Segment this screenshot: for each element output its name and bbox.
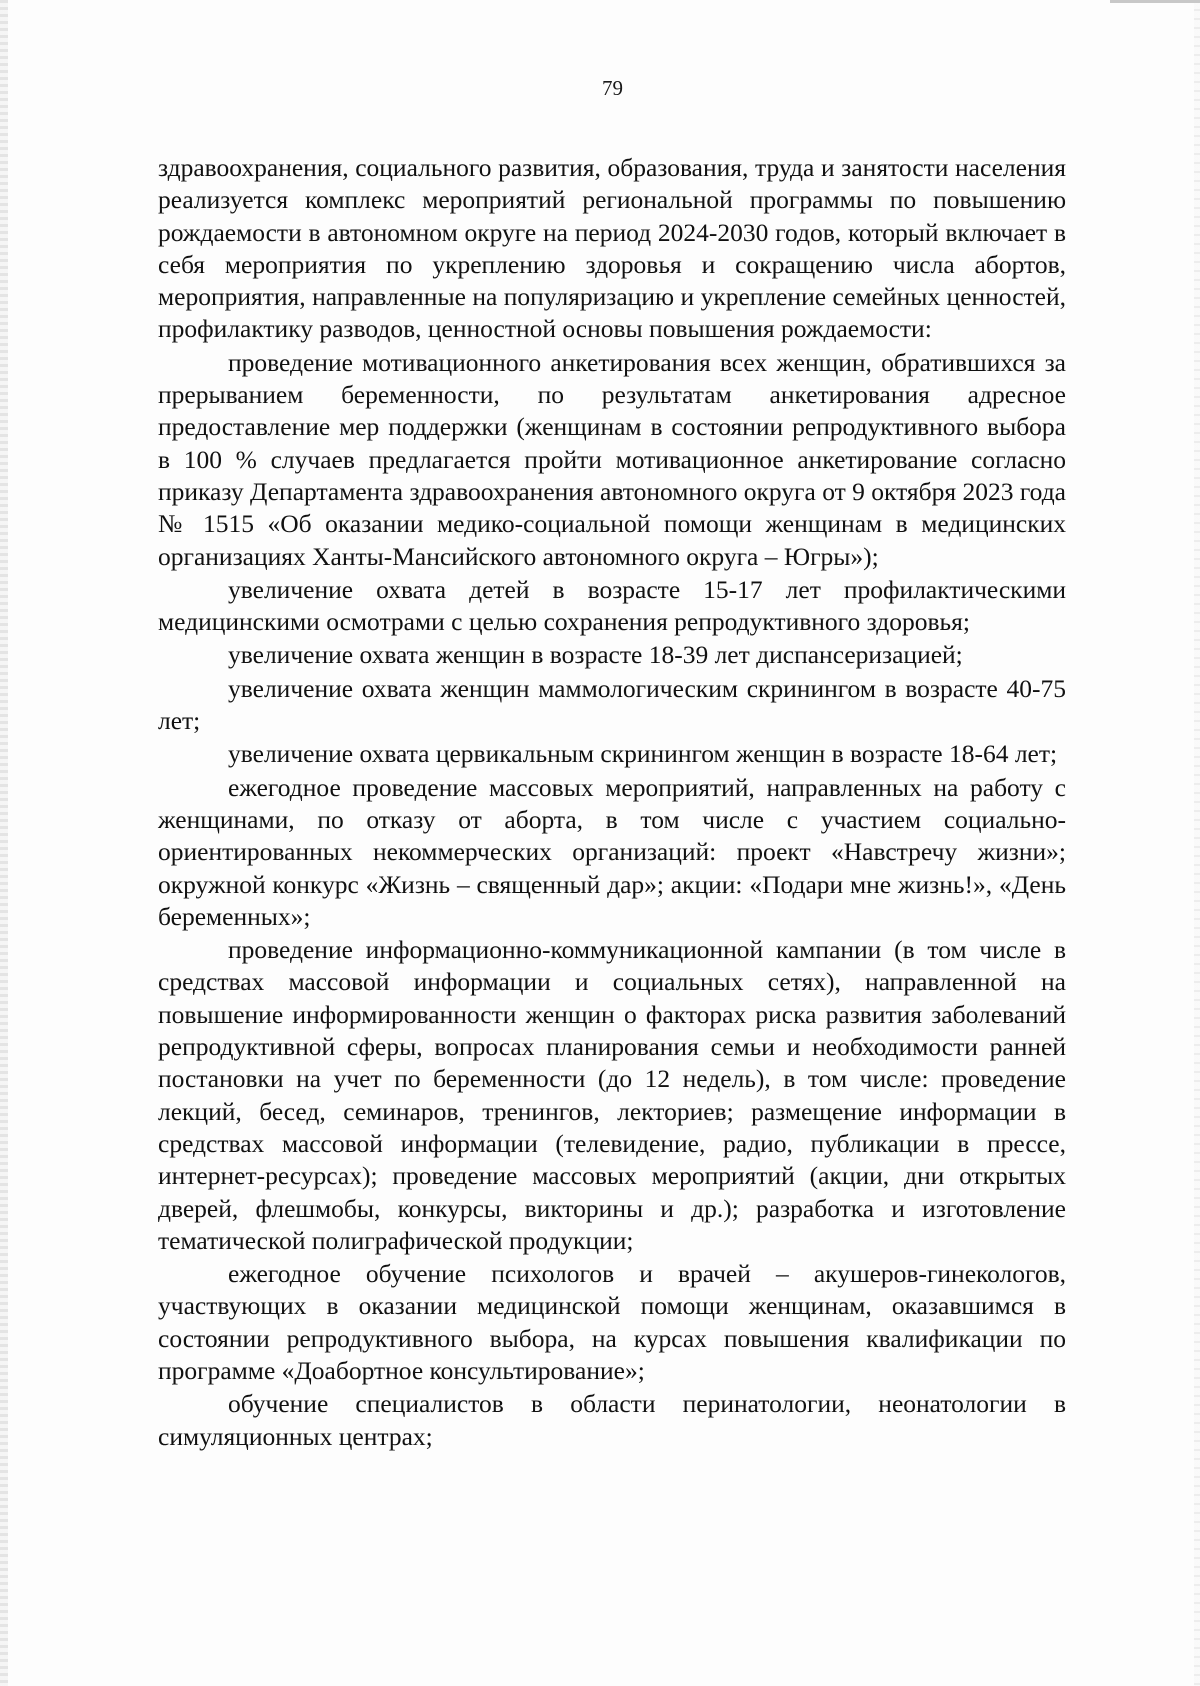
document-body [158,152,1066,1454]
paragraph-list-item: ежегодное обучение психологов и врачей – акушеров-гинекологов, участвующих в оказании медицинской помощи женщинам, оказавшимся в состоянии репродуктивного выбора, на курсах повышения квалификации по программе «Доабортное консультирование»; [158,1259,1066,1385]
scan-edge-right [1194,0,1200,1686]
paragraph-list-item: проведение информационно-коммуникационной кампании (в том числе в средствах массовой информации и социальных сетях), направленной на повышение информированности женщин о факторах риска развития заболеваний репродуктивной сферы, вопросах планирования семьи и необходимости ранней постановки на учет по беременности (до 12 недель), в том числе: проведение лекций, бесед, семинаров, тренингов, лекториев; размещение информации в средствах массовой информации (телевидение, радио, публикации в прессе, интернет-ресурсах); проведение массовых мероприятий (акции, дни открытых дверей, флешмобы, конкурсы, викторины и др.); разработка и изготовление тематической полиграфической продукции; [158,935,1066,1255]
paragraph-list-item: ежегодное проведение массовых мероприятий, направленных на работу с женщинами, по отказу от аборта, в том числе с участием социально-ориентированных некоммерческих организаций: проект «Навстречу жизни»; окружной конкурс «Жизнь – священный дар»; акции: «Подари мне жизнь!», «День беременных»; [158,772,1066,931]
paragraph-list-item: увеличение охвата женщин в возрасте 18-39 лет диспансеризацией; [228,640,963,670]
paragraph-list-item: увеличение охвата детей в возрасте 15-17 лет профилактическими медицинскими осмотрами с целью сохранения репродуктивного здоровья; [158,574,1066,637]
paragraph-list-item: увеличение охвата цервикальным скринингом женщин в возрасте 18-64 лет; [228,739,1058,769]
scan-edge-left [0,0,8,1686]
paragraph-intro: здравоохранения, социального развития, образования, труда и занятости населения реализуется комплекс мероприятий региональной программы по повышению рождаемости в автономном округе на период 2024-2030 годов, который включает в себя мероприятия по укреплению здоровья и сокращению числа абортов, мероприятия, направленные на популяризацию и укрепление семейных ценностей, профилактику разводов, ценностной основы повышения рождаемости: [158,153,1066,344]
paragraph-list-item: обучение специалистов в области перинатологии, неонатологии в симуляционных центрах; [158,1389,1066,1451]
paragraph-list-item: проведение мотивационного анкетирования всех женщин, обратившихся за прерыванием беременности, по результатам анкетирования адресное предоставление мер поддержки (женщинам в состоянии репродуктивного выбора в 100 % случаев предлагается пройти мотивационное анкетирование согласно приказу Департамента здравоохранения автономного округа от 9 октября 2023 года № 1515 «Об оказании медико-социальной помощи женщинам в медицинских организациях Ханты-Мансийского автономного округа – Югры»); [158,347,1066,571]
scan-edge-top [1110,0,1200,3]
paragraph-list-item: увеличение охвата женщин маммологическим скринингом в возрасте 40-75 лет; [158,673,1066,736]
page-number: 79 [602,76,623,100]
